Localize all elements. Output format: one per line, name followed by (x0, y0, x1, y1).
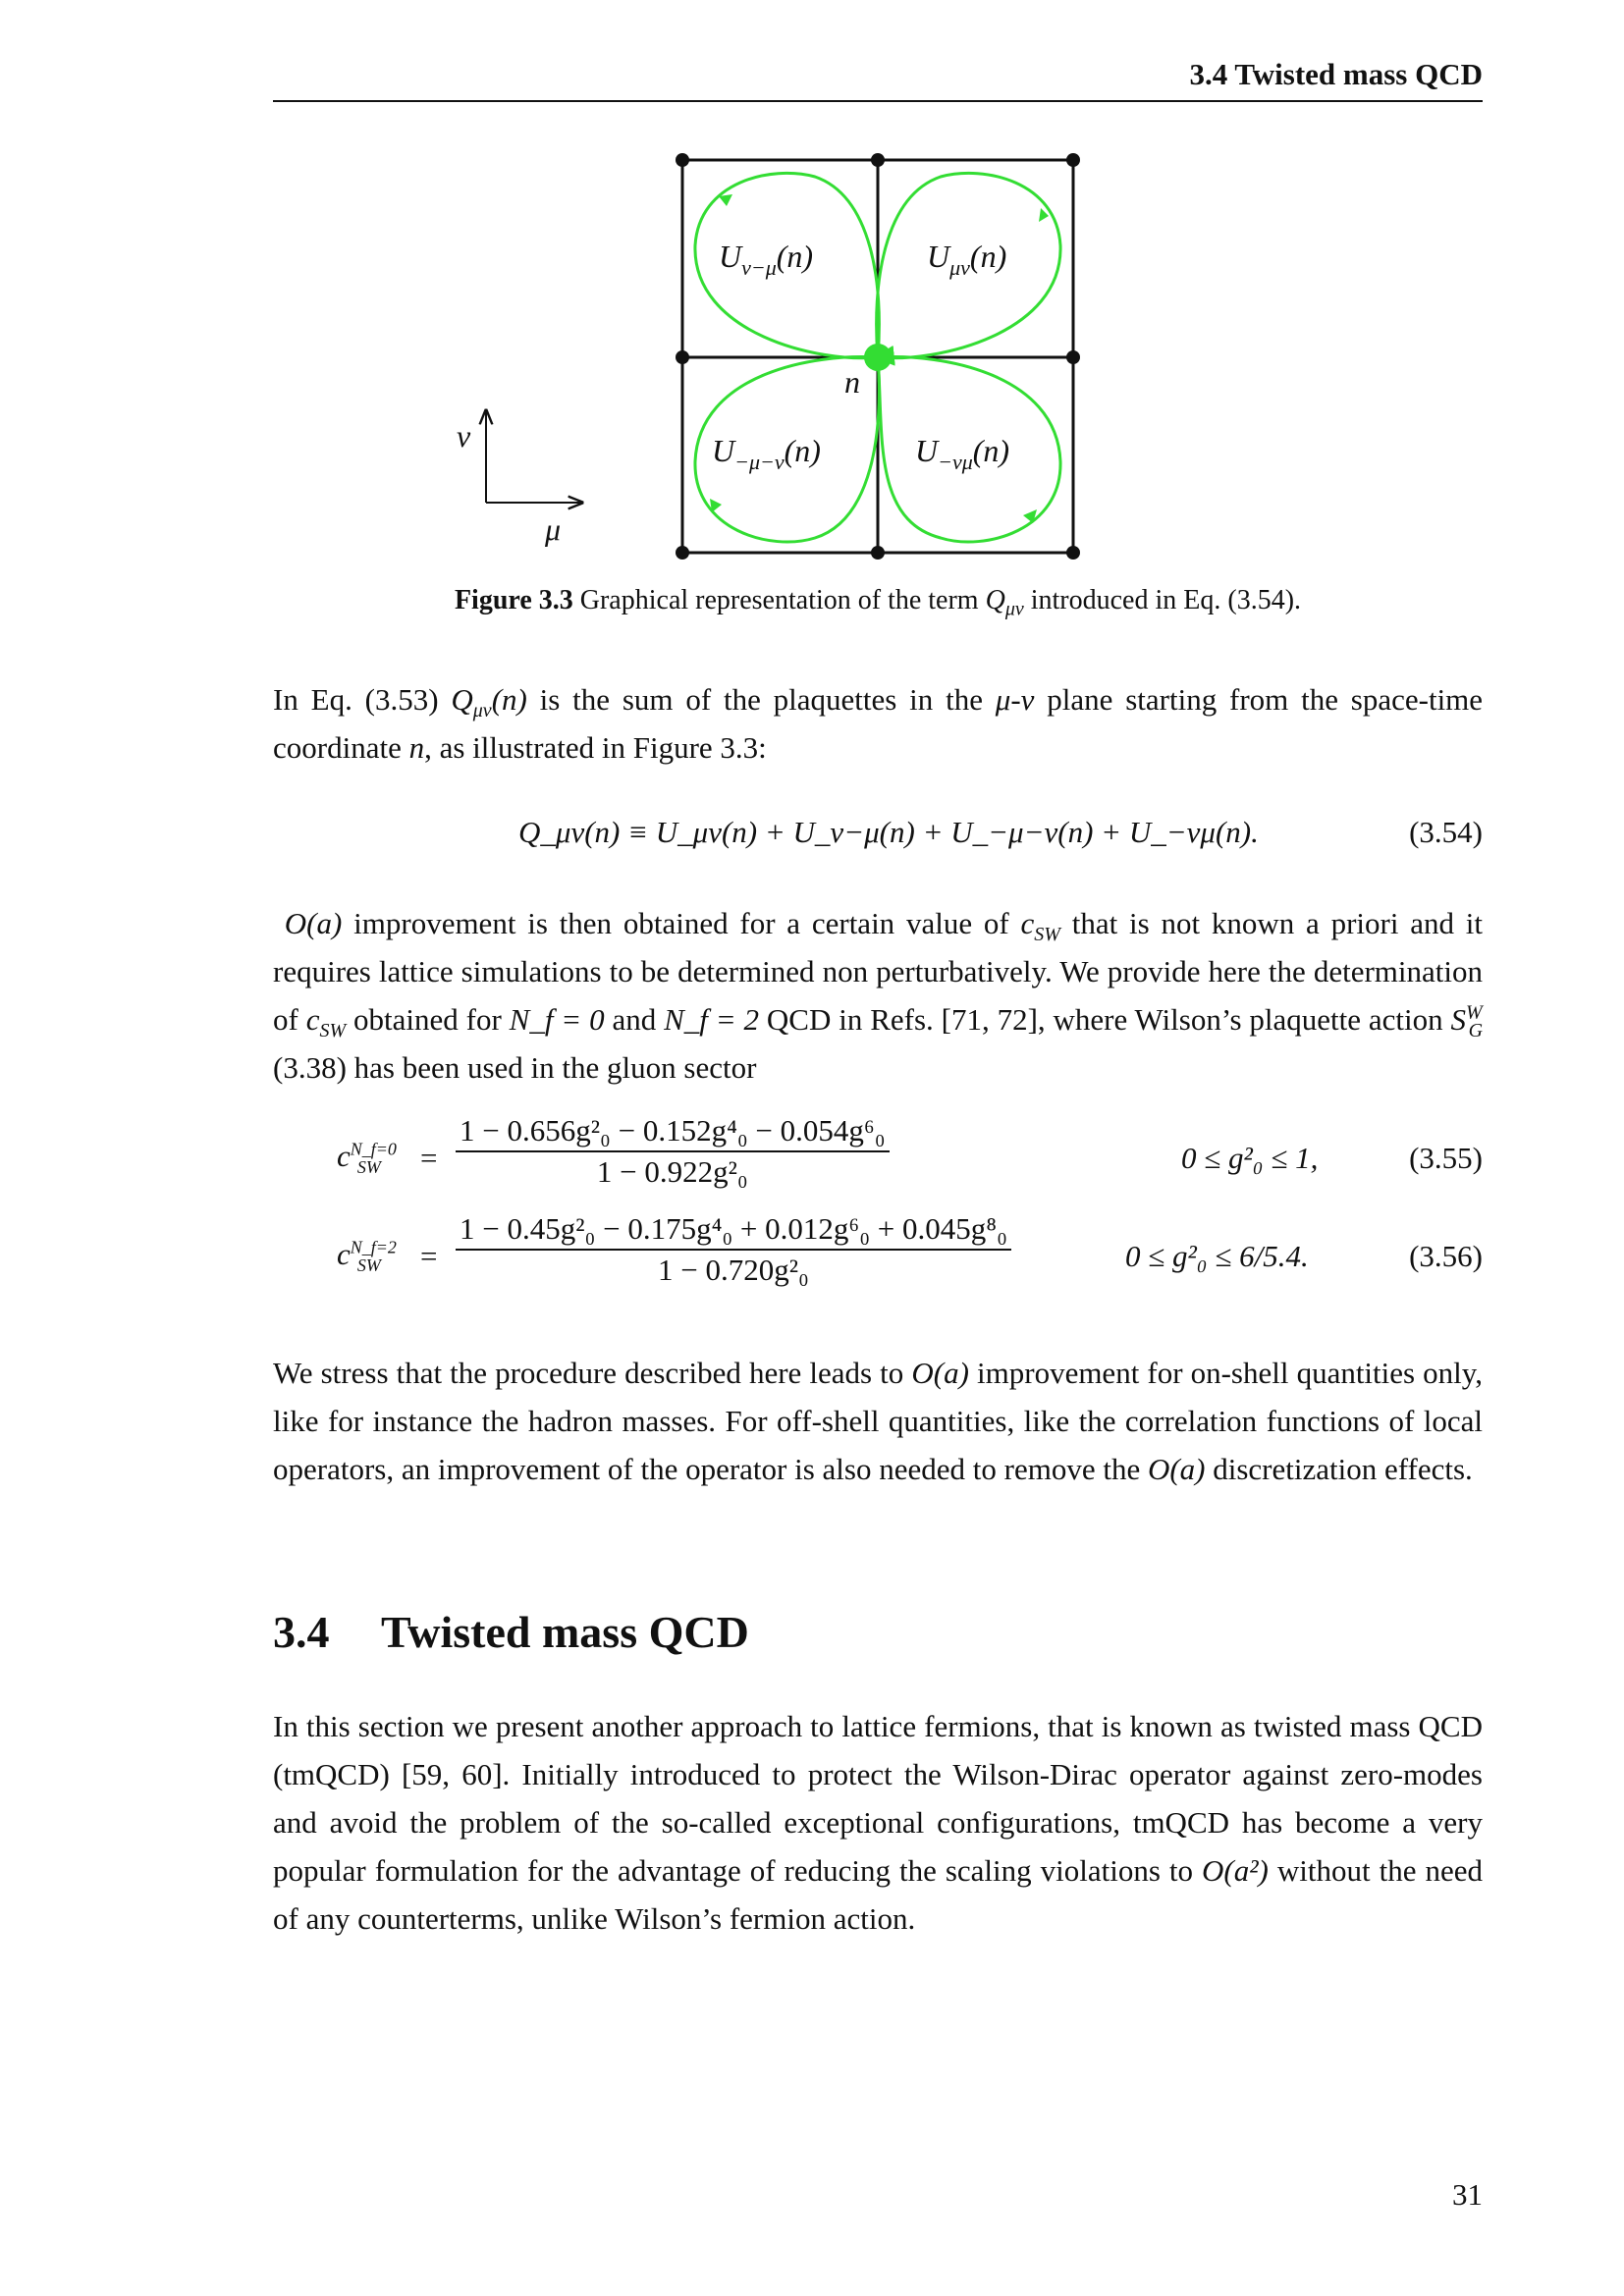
paragraph-3: We stress that the procedure described here leads to O(a) improvement for on-shell quantities only, like for instance the hadron masses. For off-shell quantities, like the correlation functions of local operators, an improvement of the operator is also needed to remove the O(a) discretization effects. (273, 1356, 1484, 1486)
axes (486, 410, 582, 503)
caption-label: Figure 3.3 (454, 585, 573, 615)
running-head: 3.4 Twisted mass QCD (1189, 57, 1483, 91)
axis-label-nu: ν (457, 418, 471, 454)
equation-3-55: $c^{N\_f=0}_{SW}$ = $\frac{\text{1 − 0.656g²₀ − 0.152g⁴₀ − 0.054g⁶₀}}{\text{1 − 0.922g²₀}}$ 0 ≤ g²₀ ≤ 1, (3.55) (337, 1113, 1483, 1189)
header-rule (273, 100, 1483, 102)
label-u-nu-minus-mu: $U_{\nu-\mu}(n)$ (719, 239, 814, 280)
figure-caption: Figure 3.3 Graphical representation of the term $Q_{\mu\nu}$ introduced in Eq. (3.54). (454, 585, 1302, 620)
paragraph-2: O(a) improvement is then obtained for a certain value of $c_{SW}$ that is not known a priori and it requires lattice simulations to be determined non perturbatively. We provide here the determination of $c_{SW}$ obtained for N_f = 0 and N_f = 2 QCD in Refs. [71, 72], where Wilson’s plaquette action $S^W_G$ (3.38) has been used in the gluon sector (273, 906, 1484, 1085)
equation-3-56: $c^{N\_f=2}_{SW}$ = $\frac{\text{1 − 0.45g²₀ − 0.175g⁴₀ + 0.012g⁶₀ + 0.045g⁸₀}}{\text{1 − 0.720g²₀}}$ 0 ≤ g²₀ ≤ 6/5.4. (3.56) (337, 1211, 1483, 1287)
equation-number: (3.54) (1409, 815, 1483, 849)
section-heading: 3.4 Twisted mass QCD (273, 1607, 749, 1657)
label-u-mu-nu: $U_{\mu\nu}(n)$ (927, 239, 1007, 280)
page-number: 31 (1452, 2177, 1483, 2212)
paragraph-4: In this section we present another approach to lattice fermions, that is known as twisted mass QCD (tmQCD) [59, 60]. Initially introduced to protect the Wilson-Dirac operator against zero-modes and avoid the problem of the so-called exceptional configurations, tmQCD has become a very popular formulation for the advantage of reducing the scaling violations to O(a²) without the need of any counterterms, unlike Wilson’s fermion action. (273, 1709, 1483, 1936)
paragraph-1: In Eq. (3.53) $Q_{\mu\nu}(n)$ is the sum of the plaquettes in the μ-ν plane starting from the space-time coordinate n, as illustrated in Figure 3.3: (273, 682, 1484, 765)
axis-label-mu: μ (545, 511, 562, 547)
label-u-minus-mu-minus-nu: $U_{-\mu-\nu}(n)$ (712, 433, 821, 474)
label-site-n: n (844, 364, 860, 400)
label-u-minus-nu-mu: $U_{-\nu\mu}(n)$ (915, 433, 1010, 474)
site-n-marker (864, 344, 892, 371)
plaquette-figure (432, 137, 1198, 569)
